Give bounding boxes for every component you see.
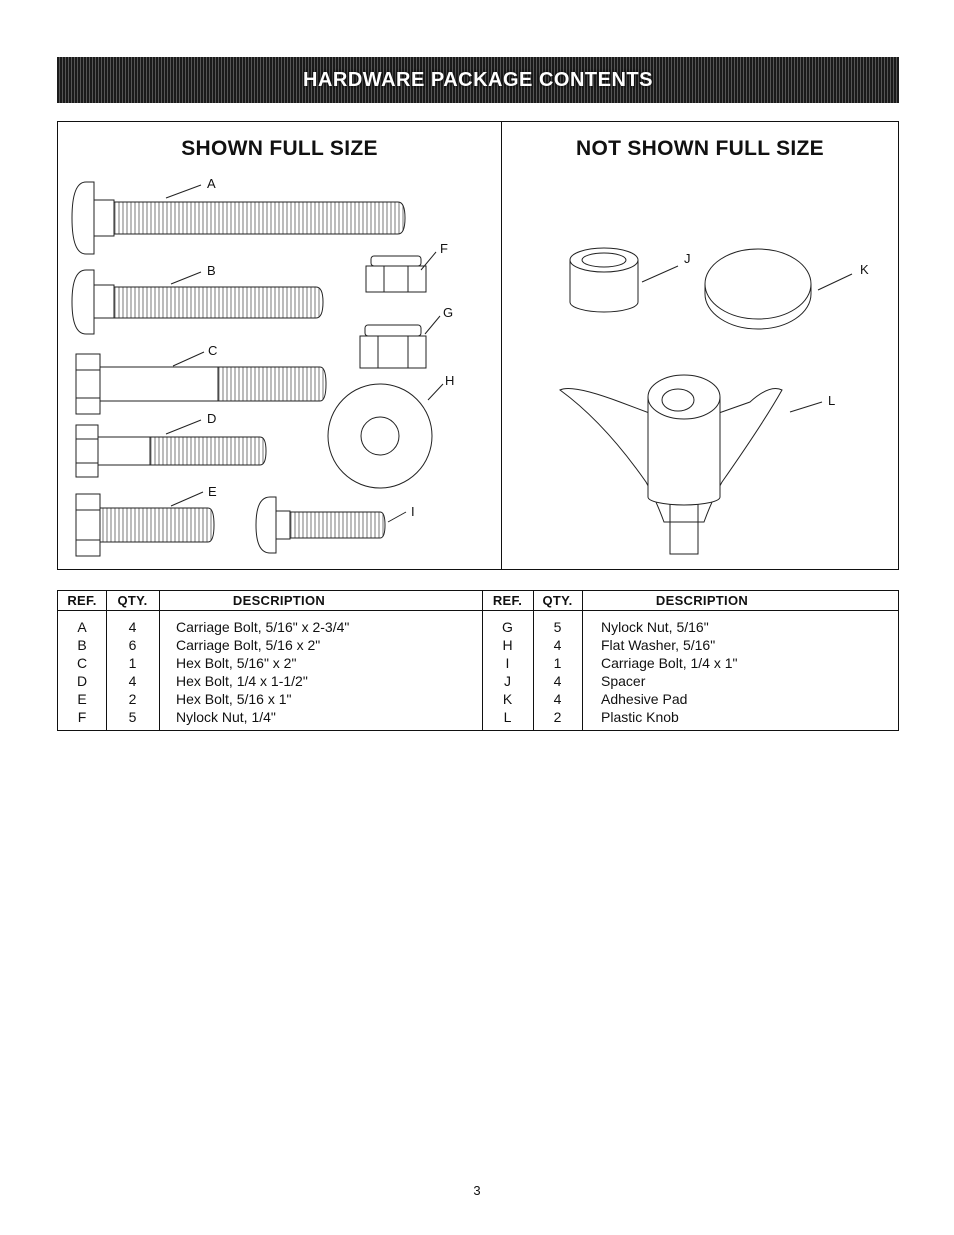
table-row: A B C D E F <box>76 619 88 725</box>
col-divider <box>159 591 160 730</box>
header-ref-left: REF. <box>67 593 97 608</box>
plastic-knob-l-drawing <box>560 375 782 554</box>
header-description-right: DESCRIPTION <box>655 593 749 608</box>
adhesive-pad-k-drawing <box>705 249 811 329</box>
header-ref-right: REF. <box>492 593 523 608</box>
label-j: J <box>684 251 691 266</box>
label-l: L <box>828 393 836 408</box>
header-qty-left: QTY. <box>117 593 148 608</box>
hardware-illustrations-scaled <box>502 122 900 571</box>
not-shown-full-size-title: NOT SHOWN FULL SIZE <box>576 137 824 160</box>
table-row: 4 6 1 4 2 5 <box>128 619 137 725</box>
label-f: F <box>440 241 448 256</box>
carriage-bolt-b-drawing <box>72 270 323 334</box>
hex-bolt-e-drawing <box>76 494 214 556</box>
nylock-nut-f-drawing <box>366 256 426 292</box>
col-divider <box>582 591 583 730</box>
header-description-left: DESCRIPTION <box>232 593 326 608</box>
header-divider <box>58 610 898 611</box>
section-title: HARDWARE PACKAGE CONTENTS <box>303 68 653 91</box>
label-k: K <box>860 262 869 277</box>
hex-bolt-d-drawing <box>76 425 266 477</box>
label-i: I <box>411 504 415 519</box>
label-b: B <box>207 263 216 278</box>
table-row: Carriage Bolt, 5/16" x 2-3/4" Carriage Bolt, 5/16 x 2" Hex Bolt, 5/16" x 2" Hex Bolt, 1/4 x 1-1/2" Hex Bolt, 5/16 x 1" Nylock Nut, 1/4" <box>176 619 350 725</box>
carriage-bolt-i-drawing <box>256 497 385 553</box>
section-banner <box>57 57 899 103</box>
label-e: E <box>208 484 217 499</box>
page-number: 3 <box>473 1183 481 1198</box>
label-c: C <box>208 343 218 358</box>
label-a: A <box>207 176 216 191</box>
label-g: G <box>443 305 454 320</box>
hardware-illustrations-full-size <box>58 122 503 571</box>
nylock-nut-g-drawing <box>360 325 426 368</box>
hex-bolt-c-drawing <box>76 354 326 414</box>
header-qty-right: QTY. <box>542 593 573 608</box>
label-h: H <box>445 373 455 388</box>
table-row: 5 4 1 4 4 2 <box>553 619 562 725</box>
shown-full-size-title: SHOWN FULL SIZE <box>181 137 378 160</box>
spacer-j-drawing <box>570 248 638 312</box>
table-row: Nylock Nut, 5/16" Flat Washer, 5/16" Carriage Bolt, 1/4 x 1" Spacer Adhesive Pad Plastic Knob <box>601 619 738 725</box>
table-row: G H I J K L <box>502 619 513 725</box>
flat-washer-h-drawing <box>328 384 432 488</box>
not-shown-full-size-panel <box>501 121 899 570</box>
shown-full-size-panel <box>57 121 502 570</box>
parts-table <box>57 590 899 731</box>
label-d: D <box>207 411 217 426</box>
carriage-bolt-a-drawing <box>72 182 405 254</box>
